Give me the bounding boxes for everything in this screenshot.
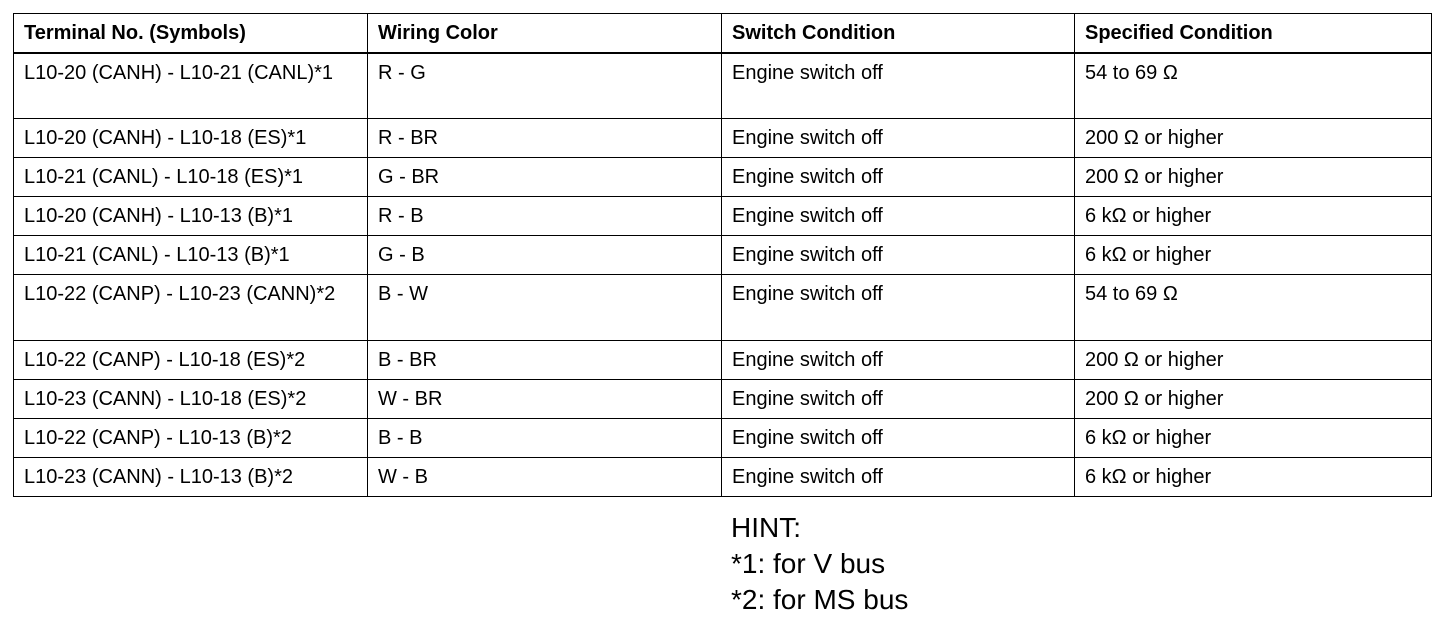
cell-specified-condition: 200 Ω or higher xyxy=(1075,158,1432,197)
table-row xyxy=(14,158,1432,197)
cell-switch-condition: Engine switch off xyxy=(722,341,1075,380)
cell-terminal: L10-21 (CANL) - L10-13 (B)*1 xyxy=(14,236,368,275)
cell-wiring-color: R - BR xyxy=(368,119,722,158)
cell-wiring-color: R - G xyxy=(368,53,722,119)
cell-specified-condition: 6 kΩ or higher xyxy=(1075,197,1432,236)
cell-terminal: L10-23 (CANN) - L10-18 (ES)*2 xyxy=(14,380,368,419)
cell-specified-condition: 200 Ω or higher xyxy=(1075,119,1432,158)
table-row xyxy=(14,458,1432,497)
hint-line-ms-bus: *2: for MS bus xyxy=(731,584,909,615)
cell-switch-condition: Engine switch off xyxy=(722,275,1075,341)
cell-terminal: L10-20 (CANH) - L10-21 (CANL)*1 xyxy=(14,53,368,119)
table-row xyxy=(14,275,1432,341)
table-header-row xyxy=(14,14,1432,53)
cell-specified-condition: 54 to 69 Ω xyxy=(1075,53,1432,119)
cell-switch-condition: Engine switch off xyxy=(722,158,1075,197)
cell-wiring-color: B - B xyxy=(368,419,722,458)
cell-switch-condition: Engine switch off xyxy=(722,53,1075,119)
cell-wiring-color: W - BR xyxy=(368,380,722,419)
cell-specified-condition: 200 Ω or higher xyxy=(1075,380,1432,419)
resistance-spec-table xyxy=(13,13,1432,497)
cell-wiring-color: G - B xyxy=(368,236,722,275)
hint-title: HINT: xyxy=(731,512,801,543)
cell-switch-condition: Engine switch off xyxy=(722,236,1075,275)
cell-wiring-color: B - BR xyxy=(368,341,722,380)
cell-terminal: L10-20 (CANH) - L10-18 (ES)*1 xyxy=(14,119,368,158)
table-row xyxy=(14,341,1432,380)
hint-line-v-bus: *1: for V bus xyxy=(731,548,886,579)
header-switch-condition: Switch Condition xyxy=(722,14,1075,53)
table-row xyxy=(14,380,1432,419)
cell-specified-condition: 6 kΩ or higher xyxy=(1075,419,1432,458)
cell-wiring-color: G - BR xyxy=(368,158,722,197)
cell-specified-condition: 6 kΩ or higher xyxy=(1075,236,1432,275)
cell-switch-condition: Engine switch off xyxy=(722,197,1075,236)
header-specified-condition: Specified Condition xyxy=(1075,14,1432,53)
cell-specified-condition: 200 Ω or higher xyxy=(1075,341,1432,380)
header-wiring-color: Wiring Color xyxy=(368,14,722,53)
cell-wiring-color: R - B xyxy=(368,197,722,236)
table-row xyxy=(14,236,1432,275)
table-row xyxy=(14,119,1432,158)
header-terminal-no: Terminal No. (Symbols) xyxy=(14,14,368,53)
cell-terminal: L10-22 (CANP) - L10-23 (CANN)*2 xyxy=(14,275,368,341)
cell-specified-condition: 54 to 69 Ω xyxy=(1075,275,1432,341)
cell-switch-condition: Engine switch off xyxy=(722,458,1075,497)
hint-note xyxy=(731,510,908,618)
cell-switch-condition: Engine switch off xyxy=(722,419,1075,458)
cell-terminal: L10-20 (CANH) - L10-13 (B)*1 xyxy=(14,197,368,236)
table-row xyxy=(14,53,1432,119)
cell-terminal: L10-21 (CANL) - L10-18 (ES)*1 xyxy=(14,158,368,197)
cell-wiring-color: W - B xyxy=(368,458,722,497)
cell-terminal: L10-23 (CANN) - L10-13 (B)*2 xyxy=(14,458,368,497)
cell-terminal: L10-22 (CANP) - L10-18 (ES)*2 xyxy=(14,341,368,380)
cell-switch-condition: Engine switch off xyxy=(722,380,1075,419)
cell-wiring-color: B - W xyxy=(368,275,722,341)
table-row xyxy=(14,197,1432,236)
cell-terminal: L10-22 (CANP) - L10-13 (B)*2 xyxy=(14,419,368,458)
table-row xyxy=(14,419,1432,458)
cell-specified-condition: 6 kΩ or higher xyxy=(1075,458,1432,497)
cell-switch-condition: Engine switch off xyxy=(722,119,1075,158)
